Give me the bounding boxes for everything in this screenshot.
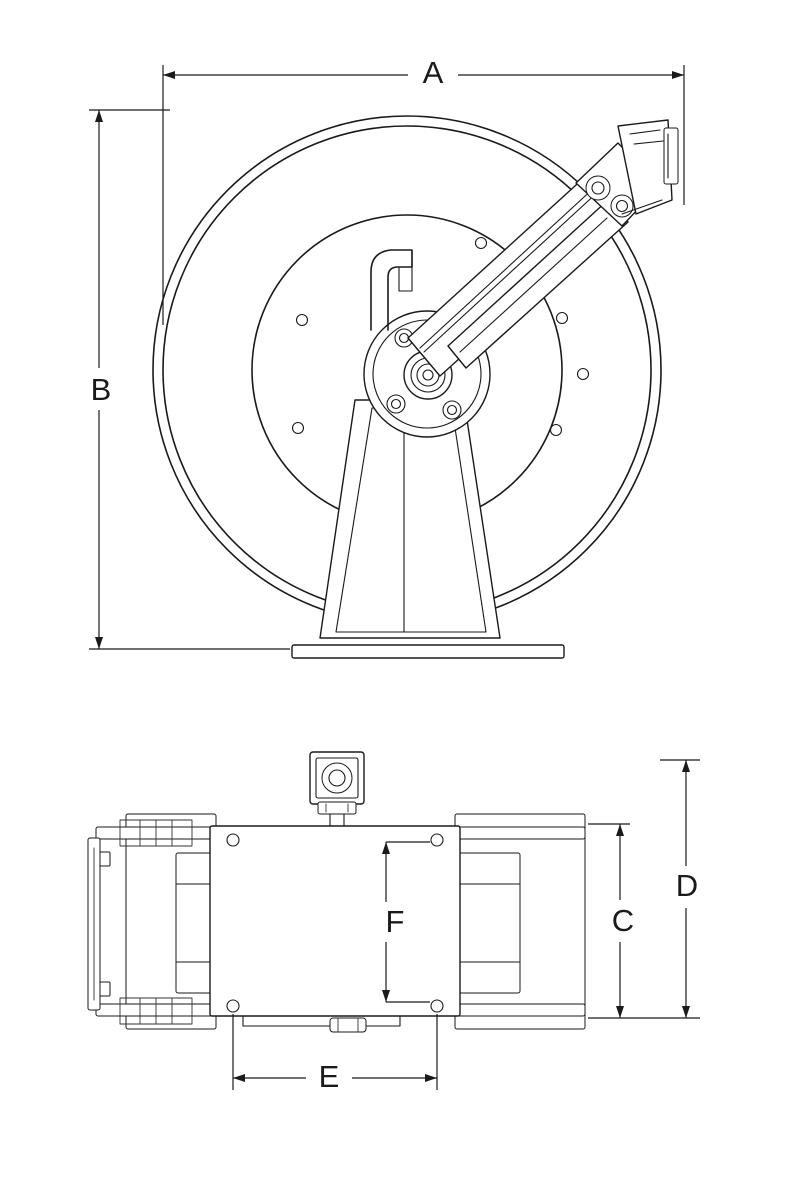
dimension-d-label: D <box>675 868 699 904</box>
base-mounting-plate <box>292 645 564 658</box>
dimension-b <box>80 110 290 649</box>
dimension-d <box>660 760 706 1018</box>
spool-flange-right <box>455 814 585 1029</box>
dimension-e-label: E <box>318 1059 340 1095</box>
shaft-end-left <box>88 838 110 1010</box>
top-plan-view <box>88 752 706 1098</box>
frame-outline-top <box>243 1016 400 1032</box>
dimension-c <box>588 824 700 1018</box>
front-elevation-view <box>80 55 684 658</box>
dimension-c-label: C <box>611 903 635 939</box>
base-plate-top <box>210 826 460 1016</box>
pedestal-support <box>320 400 500 638</box>
dimension-f-label: F <box>385 904 405 940</box>
dimension-b-label: B <box>90 372 112 408</box>
hose-outlet-assembly <box>310 752 364 826</box>
dimension-a-label: A <box>422 55 444 91</box>
